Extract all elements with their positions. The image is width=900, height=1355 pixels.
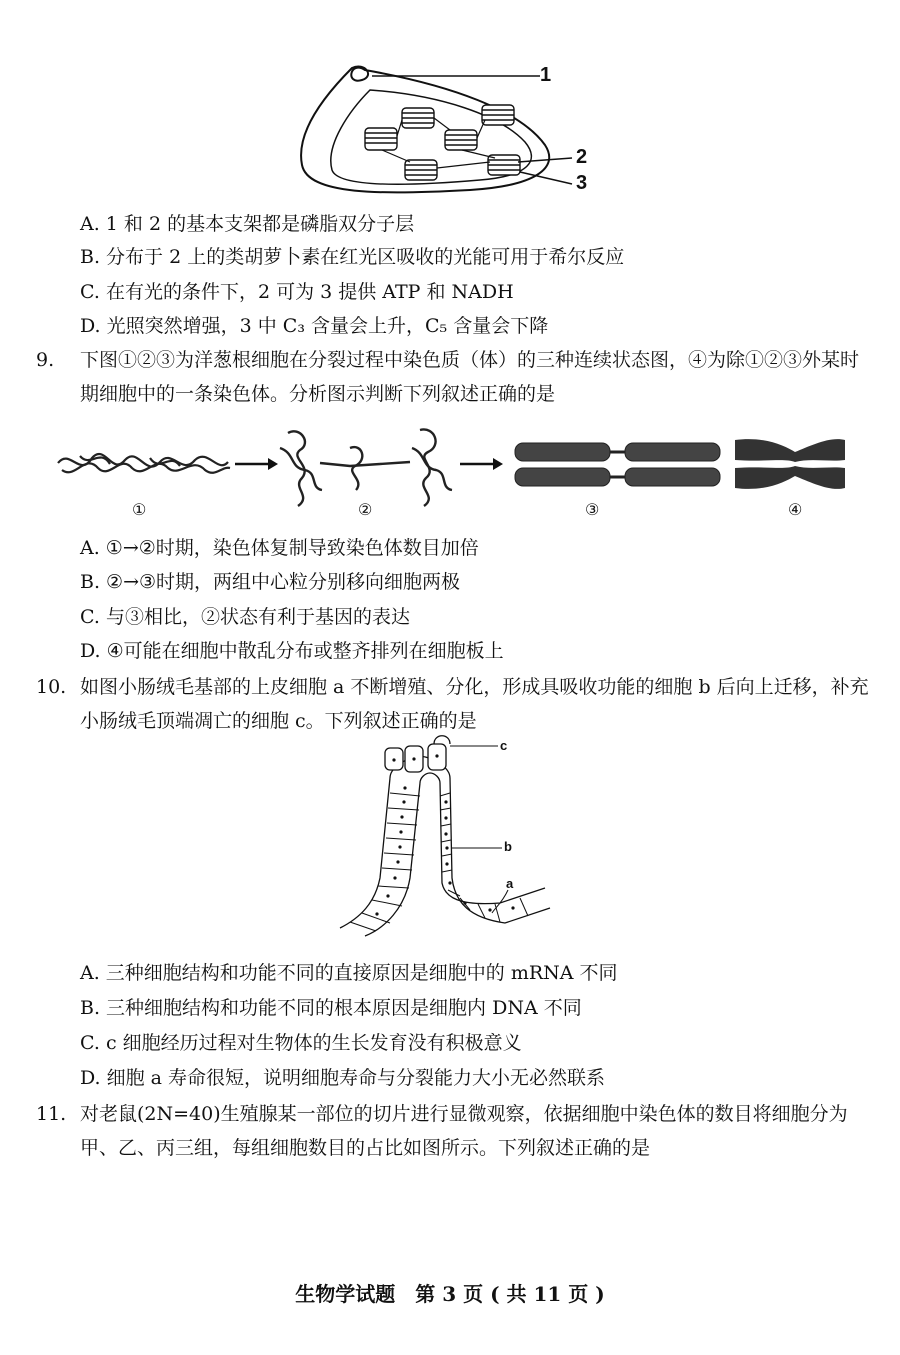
villus-label-a: a [506, 876, 514, 891]
chloroplast-figure [290, 50, 610, 210]
q8-option-a: A. 1 和 2 的基本支架都是磷脂双分子层 [80, 213, 415, 235]
label-1: 1 [540, 64, 552, 86]
q10-option-b: B. 三种细胞结构和功能不同的根本原因是细胞内 DNA 不同 [80, 997, 582, 1019]
villus-drawing [330, 738, 560, 948]
q11-number: 11. [36, 1103, 67, 1125]
q10-option-a: A. 三种细胞结构和功能不同的直接原因是细胞中的 mRNA 不同 [80, 962, 618, 984]
q9-option-a: A. ①→②时期，染色体复制导致染色体数目加倍 [80, 537, 479, 559]
q8-option-d: D. 光照突然增强，3 中 C₃ 含量会上升，C₅ 含量会下降 [80, 315, 549, 337]
q10-number: 10. [36, 676, 67, 698]
q9-option-b: B. ②→③时期，两组中心粒分别移向细胞两极 [80, 571, 461, 593]
chloroplast-drawing [290, 50, 610, 210]
chromatin-state-1 [58, 454, 230, 473]
q9-option-d: D. ④可能在细胞中散乱分布或整齐排列在细胞板上 [80, 640, 504, 662]
q8-option-c: C. 在有光的条件下，2 可为 3 提供 ATP 和 NADH [80, 281, 514, 303]
chromosome-state-3 [515, 443, 720, 486]
page-footer: 生物学试题 第 3 页 ( 共 11 页 ) [295, 1282, 605, 1306]
q9-number: 9. [36, 349, 55, 371]
q9-option-c: C. 与③相比，②状态有利于基因的表达 [80, 606, 410, 628]
label-3: 3 [576, 172, 588, 194]
villus-label-b: b [504, 839, 512, 854]
q8-option-b: B. 分布于 2 上的类胡萝卜素在红光区吸收的光能可用于希尔反应 [80, 246, 625, 268]
chromosome-figure [50, 418, 850, 528]
q9-stem: 下图①②③为洋葱根细胞在分裂过程中染色质（体）的三种连续状态图，④为除①②③外某时期细胞中的一条染色体。分析图示判断下列叙述正确的是 [80, 349, 860, 405]
fig-label-2: ② [358, 500, 373, 519]
villus-label-c: c [500, 738, 508, 753]
q11-stem: 对老鼠(2N=40)生殖腺某一部位的切片进行显微观察，依据细胞中染色体的数目将细胞分为甲、乙、丙三组，每组细胞数目的占比如图所示。下列叙述正确的是 [80, 1103, 848, 1159]
q10-option-c: C. c 细胞经历过程对生物体的生长发育没有积极意义 [80, 1032, 522, 1054]
chromatin-state-2 [280, 429, 452, 506]
fig-label-1: ① [132, 500, 147, 519]
villus-figure [330, 738, 560, 948]
q10-stem: 如图小肠绒毛基部的上皮细胞 a 不断增殖、分化，形成具吸收功能的细胞 b 后向上迁移，补充小肠绒毛顶端凋亡的细胞 c。下列叙述正确的是 [80, 676, 869, 732]
chromosome-state-4 [735, 439, 845, 489]
fig-label-4: ④ [788, 500, 803, 519]
fig-label-3: ③ [585, 500, 600, 519]
q10-option-d: D. 细胞 a 寿命很短，说明细胞寿命与分裂能力大小无必然联系 [80, 1067, 606, 1089]
chromosome-drawing [50, 418, 850, 528]
label-2: 2 [576, 146, 588, 168]
